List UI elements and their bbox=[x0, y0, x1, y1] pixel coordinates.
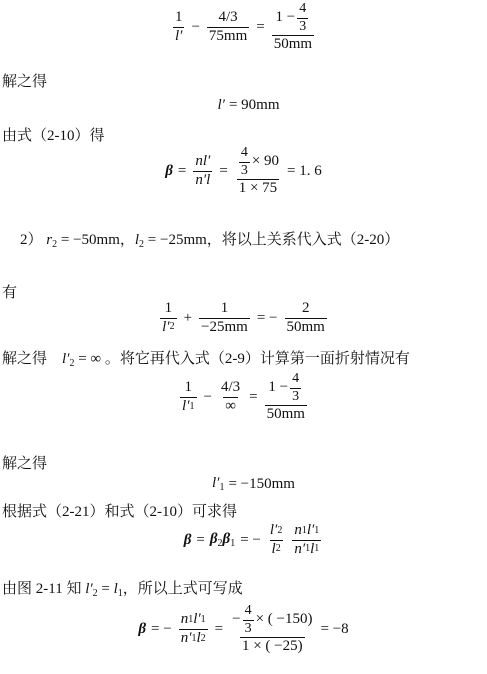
subscript: 2 bbox=[139, 239, 145, 250]
variable: l bbox=[310, 540, 315, 557]
fraction bbox=[207, 10, 249, 45]
denominator: 75mm bbox=[208, 28, 248, 45]
item-number: 2） bbox=[20, 232, 43, 248]
equation-8 bbox=[0, 604, 487, 655]
equation-5 bbox=[0, 372, 487, 423]
denominator: 3 bbox=[299, 18, 307, 34]
equation-rhs: = 90mm bbox=[228, 97, 280, 113]
numerator: 4/3 bbox=[220, 379, 241, 396]
numerator-text: 1 − bbox=[275, 9, 296, 26]
equals-sign: = bbox=[256, 19, 265, 36]
numerator-text: × ( −150) bbox=[255, 611, 313, 628]
operator: − bbox=[203, 389, 212, 406]
beta-symbol: β bbox=[165, 163, 173, 180]
subscript: 1 bbox=[189, 400, 195, 412]
numerator bbox=[230, 604, 314, 637]
numerator: 1 bbox=[184, 379, 193, 396]
subscript: 1 bbox=[314, 524, 320, 536]
numerator: nl′ bbox=[195, 153, 211, 170]
denominator: 50mm bbox=[286, 318, 325, 335]
variable: l′ bbox=[62, 351, 70, 367]
fraction bbox=[285, 301, 327, 336]
variable: l′ bbox=[306, 522, 315, 538]
denominator: 50mm bbox=[266, 406, 305, 423]
variable: l′ bbox=[269, 522, 278, 538]
result: = 1. 6 bbox=[287, 163, 322, 180]
beta-symbol: β bbox=[222, 531, 231, 548]
variable: l′ bbox=[85, 581, 93, 597]
fraction bbox=[193, 154, 212, 189]
equation-6 bbox=[0, 475, 487, 493]
subscript: 2 bbox=[169, 321, 175, 333]
beta-symbol: β bbox=[209, 531, 218, 548]
paragraph-text: 有 bbox=[2, 285, 18, 301]
fraction bbox=[160, 301, 176, 336]
inner-fraction bbox=[290, 372, 301, 404]
subscript: 2 bbox=[200, 632, 206, 644]
equals-sign: = bbox=[214, 621, 224, 638]
numerator bbox=[235, 146, 281, 179]
inner-fraction bbox=[239, 146, 250, 178]
beta-symbol: β bbox=[183, 531, 192, 548]
subscript: 1 bbox=[200, 613, 206, 625]
paragraph-text: 由式（2-10）得 bbox=[2, 128, 105, 144]
beta-symbol: β bbox=[138, 621, 147, 638]
numerator: 2 bbox=[301, 300, 310, 316]
numerator: 4/3 bbox=[218, 9, 238, 26]
subscript: 1 bbox=[230, 538, 236, 550]
numerator: 4 bbox=[244, 603, 252, 618]
subscript: 1 bbox=[191, 632, 197, 644]
fraction bbox=[230, 604, 314, 655]
equals-sign: = − bbox=[151, 621, 172, 638]
equals-sign: = bbox=[196, 531, 205, 548]
fraction bbox=[173, 10, 185, 45]
result: = −8 bbox=[320, 621, 349, 638]
variable: l′ bbox=[217, 97, 225, 113]
inner-fraction bbox=[297, 2, 308, 34]
subscript: 1 bbox=[305, 543, 311, 555]
subscript: 1 bbox=[219, 482, 225, 493]
denominator bbox=[292, 540, 321, 558]
subscript: 2 bbox=[52, 239, 58, 250]
denominator: 3 bbox=[240, 162, 248, 178]
denominator bbox=[160, 318, 176, 336]
variable: n′ bbox=[294, 540, 306, 557]
equals-sign: = bbox=[219, 163, 228, 180]
denominator: 1 × 75 bbox=[238, 180, 278, 197]
denominator: 1 × ( −25) bbox=[241, 638, 303, 655]
numerator: 1 bbox=[164, 300, 173, 316]
equals-sign: = − bbox=[256, 309, 278, 326]
minus-sign: − bbox=[232, 611, 241, 628]
numerator bbox=[274, 2, 313, 35]
equals-sign: = bbox=[249, 389, 258, 406]
numerator: 4 bbox=[240, 145, 248, 160]
equation-2 bbox=[0, 97, 487, 114]
fraction bbox=[292, 523, 321, 558]
equals-sign: = bbox=[177, 163, 187, 180]
body-text: = ∞ 。将它再代入式（2-9）计算第一面折射情况有 bbox=[74, 351, 410, 367]
numerator bbox=[266, 372, 305, 405]
subscript: 2 bbox=[92, 588, 98, 599]
subscript: 2 bbox=[217, 538, 223, 550]
variable: n bbox=[180, 611, 189, 628]
subscript: 1 bbox=[314, 543, 320, 555]
denominator bbox=[179, 629, 208, 647]
value-text: = −50mm， bbox=[57, 232, 135, 248]
subscript: 2 bbox=[69, 358, 75, 369]
subscript: 1 bbox=[301, 524, 307, 536]
variable: l′ bbox=[193, 611, 201, 628]
prefix-text: 由图 2-11 知 bbox=[2, 581, 86, 597]
denominator: 3 bbox=[244, 620, 252, 636]
numerator: 4 bbox=[292, 371, 300, 386]
variable: l′ bbox=[162, 318, 170, 335]
denominator bbox=[270, 540, 283, 558]
paragraph-text: 根据式（2-21）和式（2-10）可求得 bbox=[2, 504, 237, 520]
denominator: 3 bbox=[292, 388, 300, 404]
equation-1 bbox=[0, 2, 487, 53]
numerator bbox=[292, 523, 321, 540]
fraction bbox=[180, 380, 196, 415]
numerator-text: × 90 bbox=[251, 153, 280, 170]
fraction bbox=[199, 301, 250, 336]
subscript: 2 bbox=[277, 524, 283, 536]
operator: − bbox=[191, 19, 200, 36]
variable: l bbox=[113, 581, 118, 597]
variable: l′ bbox=[212, 475, 220, 491]
variable: n bbox=[294, 522, 302, 538]
denominator: −25mm bbox=[201, 318, 248, 335]
prefix-text: 解之得 bbox=[2, 351, 63, 367]
equation-3 bbox=[0, 146, 487, 197]
fraction bbox=[272, 2, 314, 53]
subscript: 2 bbox=[275, 543, 281, 555]
paragraph-text bbox=[2, 577, 243, 599]
equals-sign: = − bbox=[240, 531, 261, 548]
equation-4 bbox=[0, 300, 487, 336]
numerator: 1 bbox=[174, 9, 183, 26]
denominator: n′l bbox=[195, 172, 211, 189]
denominator: ∞ bbox=[225, 398, 236, 415]
numerator: 4 bbox=[299, 1, 307, 16]
variable: l bbox=[134, 232, 140, 248]
numerator bbox=[179, 612, 208, 629]
equation-rhs: = −150mm bbox=[228, 475, 295, 492]
operator: + bbox=[183, 309, 193, 326]
denominator bbox=[180, 397, 196, 415]
paragraph-text: 解之得 bbox=[2, 456, 48, 472]
variable: l bbox=[271, 540, 276, 557]
variable: r bbox=[46, 232, 53, 248]
paragraph-text: 解之得 bbox=[2, 74, 48, 90]
subscript: 1 bbox=[188, 613, 194, 625]
variable: n′ bbox=[180, 630, 192, 647]
body-text: ，所以上式可写成 bbox=[122, 581, 243, 597]
numerator: 1 bbox=[220, 300, 229, 316]
denominator: 50mm bbox=[273, 36, 313, 53]
paragraph-text bbox=[2, 347, 410, 369]
paragraph-text bbox=[20, 228, 399, 250]
denominator: l′ bbox=[174, 28, 183, 45]
fraction bbox=[265, 372, 307, 423]
equation-7 bbox=[0, 523, 487, 558]
fraction bbox=[235, 146, 281, 197]
numerator bbox=[268, 523, 284, 540]
fraction bbox=[219, 380, 242, 415]
numerator-text: 1 − bbox=[268, 379, 289, 396]
variable: l′ bbox=[182, 398, 190, 415]
variable: l bbox=[196, 630, 201, 647]
subscript: 1 bbox=[117, 588, 123, 599]
inner-fraction bbox=[243, 604, 254, 636]
fraction bbox=[179, 612, 208, 647]
value-text: = −25mm，将以上关系代入式（2-20） bbox=[144, 232, 400, 248]
fraction bbox=[268, 523, 284, 558]
equals-sign: = bbox=[97, 581, 114, 597]
